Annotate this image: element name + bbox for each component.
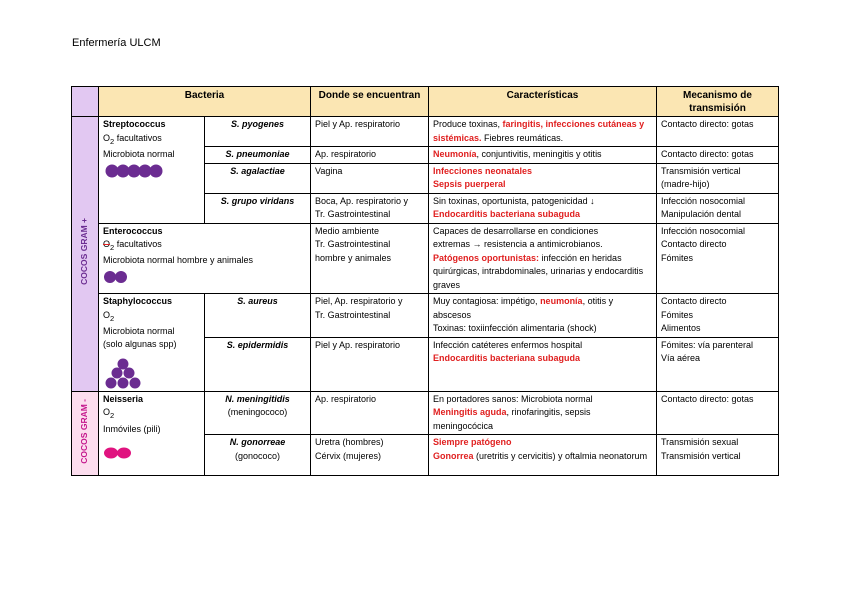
- oxygen-requirement: $O_2$: [103, 309, 115, 323]
- genus-name: Enterococcus: [103, 225, 163, 236]
- where-pyogenes: Piel y Ap. respiratorio: [311, 117, 429, 147]
- mech-meningitidis: Contacto directo: gotas: [657, 391, 779, 435]
- streptococcus-chain-icon: [103, 163, 163, 179]
- genus-name: Neisseria: [103, 393, 144, 404]
- chars-gonorreae: Siempre patógeno Gonorrea (uretritis y cervicitis) y oftalmia neonatorum: [429, 435, 657, 476]
- species-gonorreae: N. gonorreae (gonococo): [205, 435, 311, 476]
- genus-name: Streptococcus: [103, 119, 166, 129]
- diplococcus-icon: [103, 446, 133, 460]
- species-aureus: S. aureus: [205, 294, 311, 338]
- microbiota-note: Microbiota normal hombre y animales: [103, 255, 254, 266]
- document-title: Enfermería ULCM: [72, 37, 161, 49]
- header-caracteristicas: Características: [429, 87, 657, 117]
- mech-aureus: Contacto directo Fómites Alimentos: [657, 294, 779, 338]
- table-row: [72, 294, 779, 338]
- chars-agalactiae: Infecciones neonatales Sepsis puerperal: [429, 163, 657, 193]
- motility-note: Inmóviles (pili): [103, 423, 161, 434]
- where-agalactiae: Vagina: [311, 163, 429, 193]
- table-row: [72, 117, 779, 147]
- oxygen-requirement: $O_2$ facultativos: [103, 239, 162, 252]
- mech-pyogenes: Contacto directo: gotas: [657, 117, 779, 147]
- genus-cell-neisseria: [99, 391, 205, 476]
- header-donde: Donde se encuentran: [311, 87, 429, 117]
- mech-pneumoniae: Contacto directo: gotas: [657, 147, 779, 164]
- header-row: [72, 87, 779, 117]
- header-corner: [72, 87, 99, 117]
- chars-pyogenes: Produce toxinas, faringitis, infecciones cutáneas y sistémicas. Fiebres reumáticas.: [429, 117, 657, 147]
- group-label-gram-negative: COCOS GRAM -: [79, 398, 90, 464]
- genus-cell-streptococcus: [99, 117, 205, 224]
- mech-viridans: Infección nosocomial Manipulación dental: [657, 193, 779, 223]
- arrow-down-icon: ↓: [590, 195, 595, 206]
- species-pyogenes: S. pyogenes: [205, 117, 311, 147]
- header-bacteria: Bacteria: [99, 87, 311, 117]
- chars-viridans: Sin toxinas, oportunista, patogenicidad ↓ Endocarditis bacteriana subaguda: [429, 193, 657, 223]
- group-cell-gram-negative: [72, 391, 99, 476]
- where-gonorreae: Uretra (hombres) Cérvix (mujeres): [311, 435, 429, 476]
- mech-enterococcus: Infección nosocomial Contacto directo Fómites: [657, 223, 779, 294]
- header-mecanismo: Mecanismo de transmisión: [657, 87, 779, 117]
- oxygen-requirement: $O_2$ facultativos: [103, 132, 162, 146]
- species-viridans: S. grupo viridans: [205, 193, 311, 223]
- group-cell-gram-positive: [72, 117, 99, 392]
- microbiota-note: Microbiota normal: [103, 325, 175, 336]
- chars-meningitidis: En portadores sanos: Microbiota normal Meningitis aguda, rinofaringitis, sepsis meningocócica: [429, 391, 657, 435]
- species-agalactiae: S. agalactiae: [205, 163, 311, 193]
- mech-gonorreae: Transmisión sexual Transmisión vertical: [657, 435, 779, 476]
- mech-agalactiae: Transmisión vertical (madre-hijo): [657, 163, 779, 193]
- table-row: [72, 223, 779, 294]
- enterococcus-pair-icon: [103, 270, 133, 284]
- mech-epidermidis: Fómites: vía parenteral Vía aérea: [657, 337, 779, 391]
- genus-name: Staphylococcus: [103, 296, 173, 306]
- group-label-gram-positive: COCOS GRAM +: [79, 218, 90, 286]
- where-meningitidis: Ap. respiratorio: [311, 391, 429, 435]
- species-epidermidis: S. epidermidis: [205, 337, 311, 391]
- where-epidermidis: Piel y Ap. respiratorio: [311, 337, 429, 391]
- microbiota-note: Microbiota normal: [103, 148, 175, 159]
- table-row: [72, 391, 779, 435]
- bacteria-table: [71, 86, 779, 476]
- chars-epidermidis: Infección catéteres enfermos hospital Endocarditis bacteriana subaguda: [429, 337, 657, 391]
- oxygen-requirement: $O_2$: [103, 407, 115, 421]
- where-enterococcus: Medio ambiente Tr. Gastrointestinal hombre y animales: [311, 223, 429, 294]
- where-viridans: Boca, Ap. respiratorio y Tr. Gastrointestinal: [311, 193, 429, 223]
- species-pneumoniae: S. pneumoniae: [205, 147, 311, 164]
- microbiota-spp-note: (solo algunas spp): [103, 339, 177, 350]
- chars-enterococcus: Capaces de desarrollarse en condiciones extremas → resistencia a antimicrobianos. Patógenos oportunistas: infección en heridas quirúrgicas, intrabdominales, urinarias y endocarditis graves: [429, 223, 657, 294]
- staphylococcus-cluster-icon: [105, 358, 145, 390]
- where-pneumoniae: Ap. respiratorio: [311, 147, 429, 164]
- species-meningitidis: N. meningitidis (meningococo): [205, 391, 311, 435]
- chars-pneumoniae: Neumonía, conjuntivitis, meningitis y otitis: [429, 147, 657, 164]
- genus-cell-enterococcus: [99, 223, 311, 294]
- chars-aureus: Muy contagiosa: impétigo, neumonía, otitis y abscesos Toxinas: toxiinfección alimentaria (shock): [429, 294, 657, 338]
- where-aureus: Piel, Ap. respiratorio y Tr. Gastrointestinal: [311, 294, 429, 338]
- genus-cell-staphylococcus: [99, 294, 205, 392]
